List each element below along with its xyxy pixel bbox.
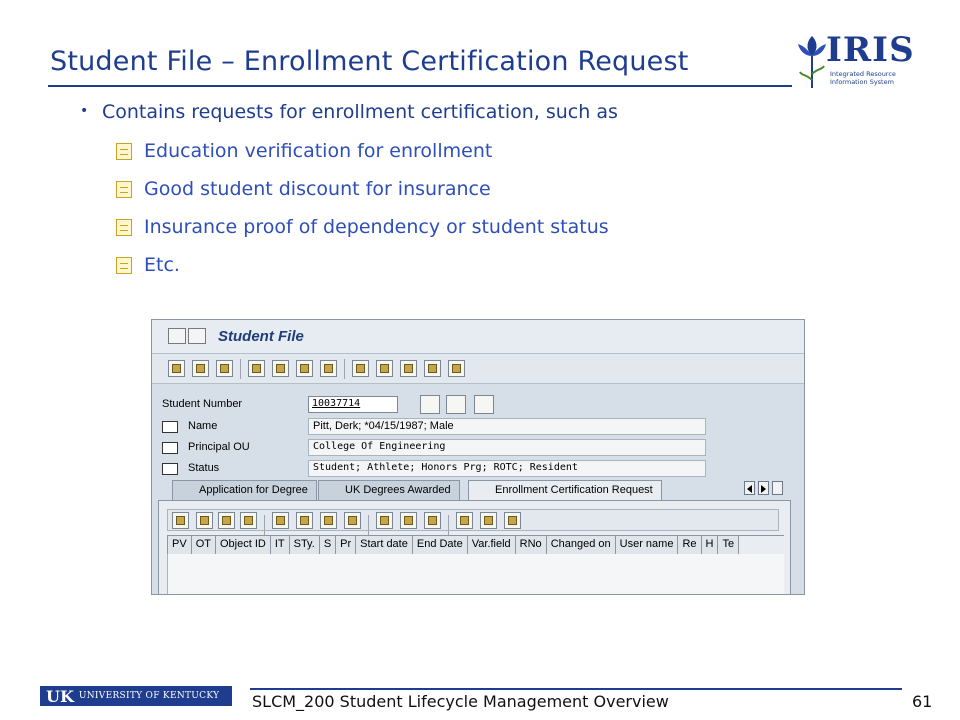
sub-bullet-text: Education verification for enrollment <box>144 140 493 162</box>
glasses-icon[interactable] <box>172 512 189 529</box>
grid-rows <box>167 554 784 595</box>
column-header[interactable]: Re <box>678 536 701 554</box>
footer-rule <box>250 688 902 690</box>
column-header[interactable]: Object ID <box>216 536 271 554</box>
column-header[interactable]: IT <box>271 536 290 554</box>
filter-icon[interactable] <box>296 512 313 529</box>
main-bullet-text: Contains requests for enrollment certification, such as <box>102 101 618 123</box>
tab-scroll-right-icon[interactable] <box>758 481 769 495</box>
change-icon[interactable] <box>192 360 209 377</box>
note-icon <box>116 219 132 236</box>
grid-header <box>167 535 784 554</box>
new-document-icon[interactable] <box>420 395 440 414</box>
document-icon[interactable] <box>456 512 473 529</box>
column-header[interactable]: Pr <box>336 536 356 554</box>
column-header[interactable]: Te <box>718 536 739 554</box>
toolbar-separator <box>368 515 369 535</box>
column-header[interactable]: PV <box>167 536 192 554</box>
tab-enrollment-certification-request[interactable]: Enrollment Certification Request <box>468 480 662 501</box>
sap-student-file-window <box>151 319 805 595</box>
sub-bullet-text: Insurance proof of dependency or student status <box>144 216 609 238</box>
principal-ou-label: Principal OU <box>188 441 250 453</box>
note-icon <box>116 143 132 160</box>
print-icon[interactable] <box>272 512 289 529</box>
tab-list-icon[interactable] <box>772 481 783 495</box>
iris-logo-word: IRIS <box>826 30 915 70</box>
sub-bullet <box>116 216 609 254</box>
flag-icon[interactable] <box>400 360 417 377</box>
column-header[interactable]: OT <box>192 536 216 554</box>
tab-scroll-left-icon[interactable] <box>744 481 755 495</box>
column-header[interactable]: Changed on <box>547 536 616 554</box>
copy-icon[interactable] <box>448 360 465 377</box>
column-header[interactable]: RNo <box>516 536 547 554</box>
column-header[interactable]: H <box>702 536 719 554</box>
principal-ou-field: College Of Engineering <box>308 439 706 456</box>
slide-title: Student File – Enrollment Certification Request <box>50 46 689 77</box>
sub-bullet <box>116 140 609 178</box>
name-field: Pitt, Derk; *04/15/1987; Male <box>308 418 706 435</box>
bullet-dot-icon: • <box>80 103 89 119</box>
column-header[interactable]: S <box>320 536 336 554</box>
student-number-input[interactable]: 10037714 <box>308 396 398 413</box>
name-label: Name <box>188 420 218 432</box>
sub-bullet <box>116 178 609 216</box>
new-document-icon[interactable] <box>240 512 257 529</box>
deselect-all-icon[interactable] <box>400 512 417 529</box>
sub-bullet-list <box>116 140 609 292</box>
status-icon <box>162 463 178 475</box>
find-icon[interactable] <box>320 512 337 529</box>
org-unit-icon <box>162 442 178 454</box>
column-header[interactable]: Var.field <box>468 536 516 554</box>
status-field: Student; Athlete; Honors Prg; ROTC; Resident <box>308 460 706 477</box>
sub-bullet-text: Good student discount for insurance <box>144 178 491 200</box>
person-icon <box>162 421 178 433</box>
column-header[interactable]: End Date <box>413 536 468 554</box>
activity-icon[interactable] <box>248 360 265 377</box>
toolbar-separator <box>448 515 449 535</box>
toolbar-separator <box>344 359 345 379</box>
create-icon[interactable] <box>168 360 185 377</box>
toolbar-separator <box>264 515 265 535</box>
iris-logo-subtitle: Integrated Resource Information System <box>830 70 896 86</box>
sub-bullet <box>116 254 609 292</box>
uk-logo <box>40 686 232 706</box>
display-icon[interactable] <box>216 360 233 377</box>
glasses-icon[interactable] <box>474 395 494 414</box>
calculator-icon[interactable] <box>296 360 313 377</box>
check-icon[interactable] <box>424 360 441 377</box>
sap-menu-icon[interactable] <box>168 328 208 346</box>
select-all-icon[interactable] <box>376 512 393 529</box>
find-next-icon[interactable] <box>344 512 361 529</box>
edit-icon[interactable] <box>376 360 393 377</box>
sap-application-toolbar <box>152 354 804 384</box>
registration-icon[interactable] <box>272 360 289 377</box>
note-icon <box>116 181 132 198</box>
status-label: Status <box>188 462 220 474</box>
tabstrip <box>158 480 798 500</box>
pencil-icon[interactable] <box>218 512 235 529</box>
uk-mark: UK <box>46 686 74 706</box>
layout-icon[interactable] <box>424 512 441 529</box>
iris-logo <box>790 28 915 92</box>
detail-icon[interactable] <box>504 512 521 529</box>
toolbar-separator <box>240 359 241 379</box>
sub-bullet-text: Etc. <box>144 254 180 276</box>
footer-course-title: SLCM_200 Student Lifecycle Management Overview <box>252 692 669 711</box>
pencil-icon[interactable] <box>446 395 466 414</box>
sap-titlebar <box>152 320 804 354</box>
uk-name: UNIVERSITY OF KENTUCKY <box>78 691 220 701</box>
sap-window-title: Student File <box>218 328 304 345</box>
column-header[interactable]: User name <box>616 536 679 554</box>
tab-uk-degrees-awarded[interactable]: UK Degrees Awarded <box>318 480 460 500</box>
column-header[interactable]: STy. <box>290 536 320 554</box>
trash-icon[interactable] <box>196 512 213 529</box>
export-icon[interactable] <box>480 512 497 529</box>
student-number-label: Student Number <box>162 398 243 410</box>
grid-toolbar <box>167 509 779 531</box>
title-rule <box>48 85 792 87</box>
folder-icon[interactable] <box>352 360 369 377</box>
main-bullet <box>80 101 618 123</box>
tab-panel <box>158 500 791 595</box>
page-number: 61 <box>912 692 933 711</box>
column-header[interactable]: Start date <box>356 536 413 554</box>
tab-application-for-degree[interactable]: Application for Degree <box>172 480 317 500</box>
report-icon[interactable] <box>320 360 337 377</box>
sap-body <box>152 384 804 595</box>
note-icon <box>116 257 132 274</box>
